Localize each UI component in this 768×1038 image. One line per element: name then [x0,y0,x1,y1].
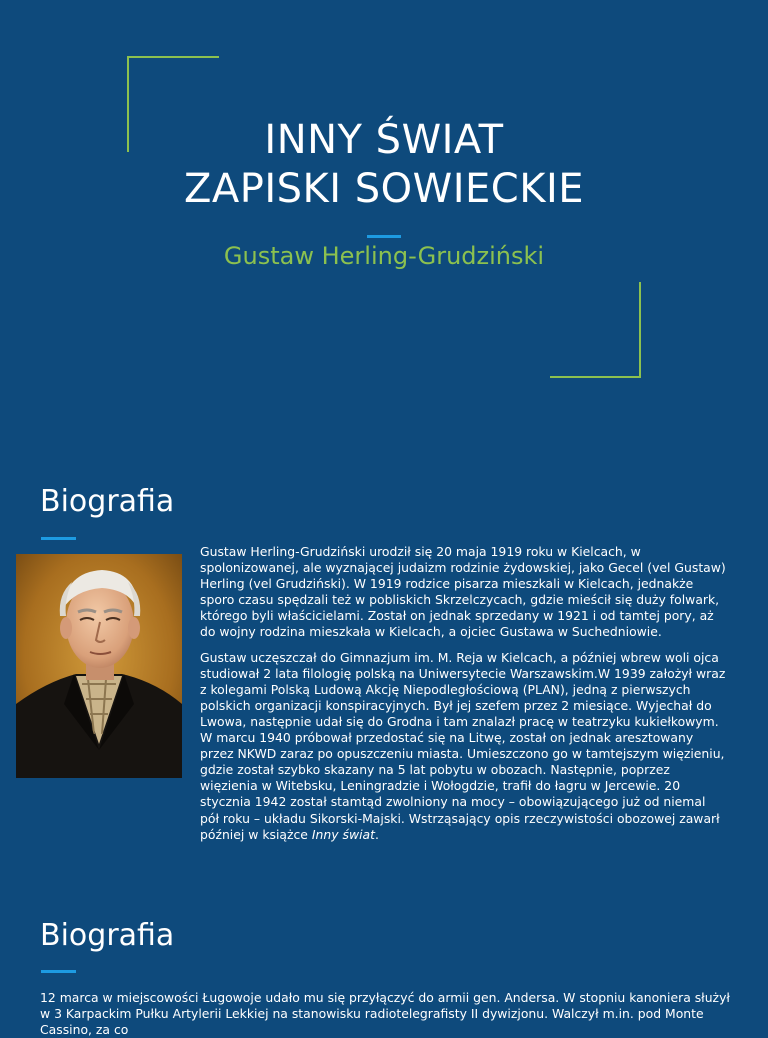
title-line-2: ZAPISKI SOWIECKIE [183,166,585,212]
heading-accent-bar [41,537,76,540]
biography-slide-1 [0,450,768,890]
biography-text-2: 12 marca w miejscowości Ługowoje udało mu się przyłączyć do armii gen. Andersa. W stopniu kanoniera służył w 3 Karpackim Pułku Artylerii Lekkiej na stanowisku radiotelegrafisty II dywizjonu. Walczył m.in. pod Monte Cassino, za co [40,990,730,1038]
biography-text [200,544,728,852]
author-subtitle: Gustaw Herling-Grudziński [223,242,545,270]
bio-paragraph-2 [200,650,728,843]
title-slide [0,0,768,450]
section-heading: Biografia [40,484,175,519]
section-heading-2: Biografia [40,918,175,953]
biography-slide-2 [0,890,768,1038]
bio-paragraph-2-end: . [375,826,379,842]
title-line-1: INNY ŚWIAT [264,117,504,163]
title-accent-bar [367,235,401,238]
bio-paragraph-2-main: Gustaw uczęszczał do Gimnazjum im. M. Reja w Kielcach, a później wbrew woli ojca studiował 2 lata filologię polską na Uniwersytecie Warszawskim.W 1939 założył wraz z kolegami Polską Ludową Akcję Niepodległościową (PLAN), jedną z pierwszych polskich organizacji konspiracyjnych. Był jej szefem przez 2 miesiące. Wyjechał do Lwowa, następnie udał się do Grodna i tam znalazł pracę w teatrzyku kukiełkowym. W marcu 1940 próbował przedostać się na Litwę, został on jednak aresztowany przez NKWD zaraz po opuszczeniu miasta. Umieszczono go w tamtejszym więzieniu, gdzie został szybko skazany na 5 lat pobytu w obozach. Następnie, poprzez więzienia w Witebsku, Leningradzie i Wołogdzie, trafił do łagru w Jercewie. 20 stycznia 1942 został stamtąd zwolniony na mocy – obowiązującego już od niemal pół roku – układu Sikorski-Majski. Wstrząsający opis rzeczywistości obozowej zawarł później w książce [200,649,726,842]
corner-frame-bottom-right [550,282,641,378]
book-title-inny-swiat: Inny świat [311,826,375,842]
bio-paragraph-1: Gustaw Herling-Grudziński urodził się 20 maja 1919 roku w Kielcach, w spolonizowanej, ale wyznającej judaizm rodzinie żydowskiej, jako Gecel (vel Gustaw) Herling (vel Grudziński). W 1919 rodzice pisarza mieszkali w Kielcach, jednakże sporo czasu spędzali też w pobliskich Skrzelczycach, gdzie mieścił się duży folwark, którego byli właścicielami. Został on jednak sprzedany w 1921 i od tamtej pory, aż do wojny rodzina mieszkała w Kielcach, a ojciec Gustawa w Suchedniowie. [200,544,726,640]
heading-accent-bar-2 [41,970,76,973]
presentation-title [0,116,768,214]
author-portrait [16,554,182,778]
